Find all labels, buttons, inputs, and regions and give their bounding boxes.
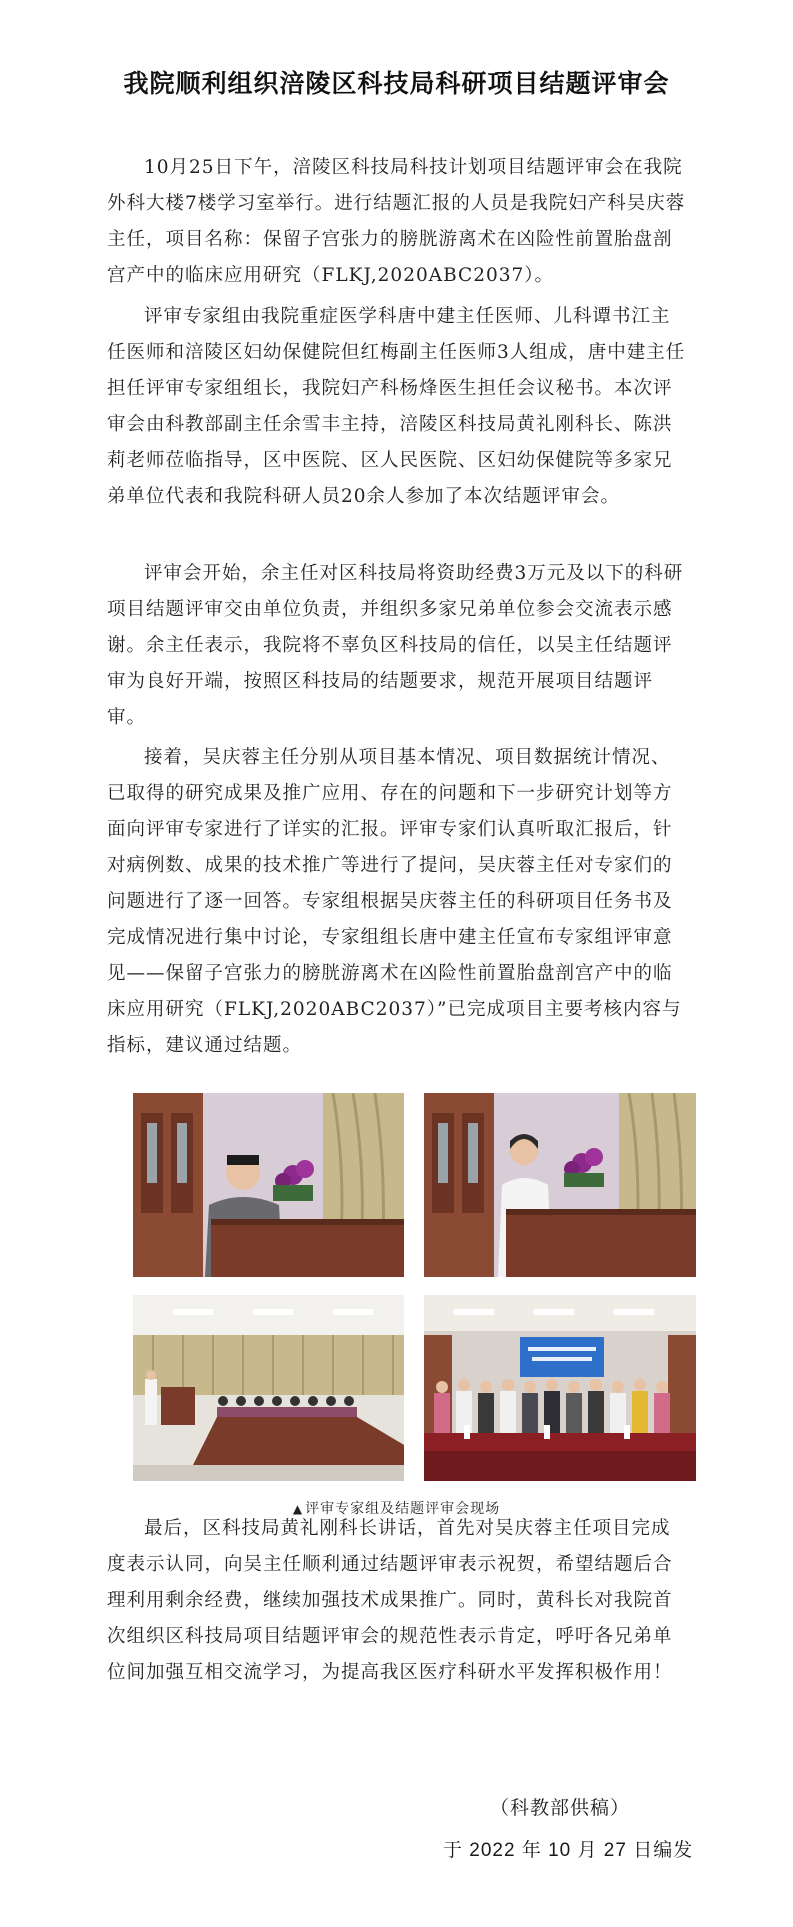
paragraph-5: 最后，区科技局黄礼刚科长讲话，首先对吴庆蓉主任项目完成度表示认同，向吴主任顺利通过结题评审表示祝贺，希望结题后合理利用剩余经费，继续加强技术成果推广。同时，黄科长对我院首次组织区科技局项目结题评审会的规范性表示肯定，呼吁各兄弟单位间加强互相交流学习，为提高我区医疗科研水平发挥积极作用！ xyxy=(107,1518,673,1683)
paragraph-2: 评审专家组由我院重症医学科唐中建主任医师、儿科谭书江主任医师和涪陵区妇幼保健院但红梅副主任医师3人组成，唐中建主任担任评审专家组组长，我院妇产科杨烽医生担任会议秘书。本次评审会由科教部副主任余雪丰主持，涪陵区科技局黄礼刚科长、陈洪莉老师莅临指导，区中医院、区人民医院、区妇幼保健院等多家兄弟单位代表和我院科研人员20余人参加了本次结题评审会。 xyxy=(107,306,686,507)
contributor-credit: （科教部供稿） xyxy=(490,1797,631,1819)
paragraph-1: 10月25日下午，涪陵区科技局科技计划项目结题评审会在我院外科大楼7楼学习室举行。进行结题汇报的人员是我院妇产科吴庆蓉主任，项目名称：保留子宫张力的膀胱游离术在凶险性前置胎盘剖宫产中的临床应用研究（FLKJ,2020ABC2037）。 xyxy=(107,157,686,286)
photo-caption-text: 评审专家组及结题评审会现场 xyxy=(305,1501,501,1517)
paragraph-4: 接着，吴庆蓉主任分别从项目基本情况、项目数据统计情况、已取得的研究成果及推广应用、存在的问题和下一步研究计划等方面向评审专家进行了详实的汇报。评审专家们认真听取汇报后，针对病例数、成果的技术推广等进行了提问，吴庆蓉主任对专家们的问题进行了逐一回答。专家组根据吴庆蓉主任的科研项目任务书及完成情况进行集中讨论，专家组组长唐中建主任宣布专家组评审意见——保留子宫张力的膀胱游离术在凶险性前置胎盘剖宫产中的临床应用研究（FLKJ,2020ABC2037）”已完成项目主要考核内容与指标，建议通过结题。 xyxy=(107,747,682,1056)
photo-male-presenter xyxy=(133,1093,404,1277)
paragraph-3: 评审会开始，余主任对区科技局将资助经费3万元及以下的科研项目结题评审交由单位负责，并组织多家兄弟单位参会交流表示感谢。余主任表示，我院将不辜负区科技局的信任，以吴主任结题评审为良好开端，按照区科技局的结题要求，规范开展项目结题评审。 xyxy=(107,563,684,728)
article-title: 我院顺利组织涪陵区科技局科研项目结题评审会 xyxy=(123,69,670,98)
publish-date: 于 2022 年 10 月 27 日编发 xyxy=(443,1840,694,1861)
photo-meeting-room xyxy=(133,1295,404,1481)
photo-group xyxy=(424,1295,696,1481)
triangle-icon: ▲ xyxy=(292,1502,304,1516)
photo-female-presenter xyxy=(424,1093,696,1277)
